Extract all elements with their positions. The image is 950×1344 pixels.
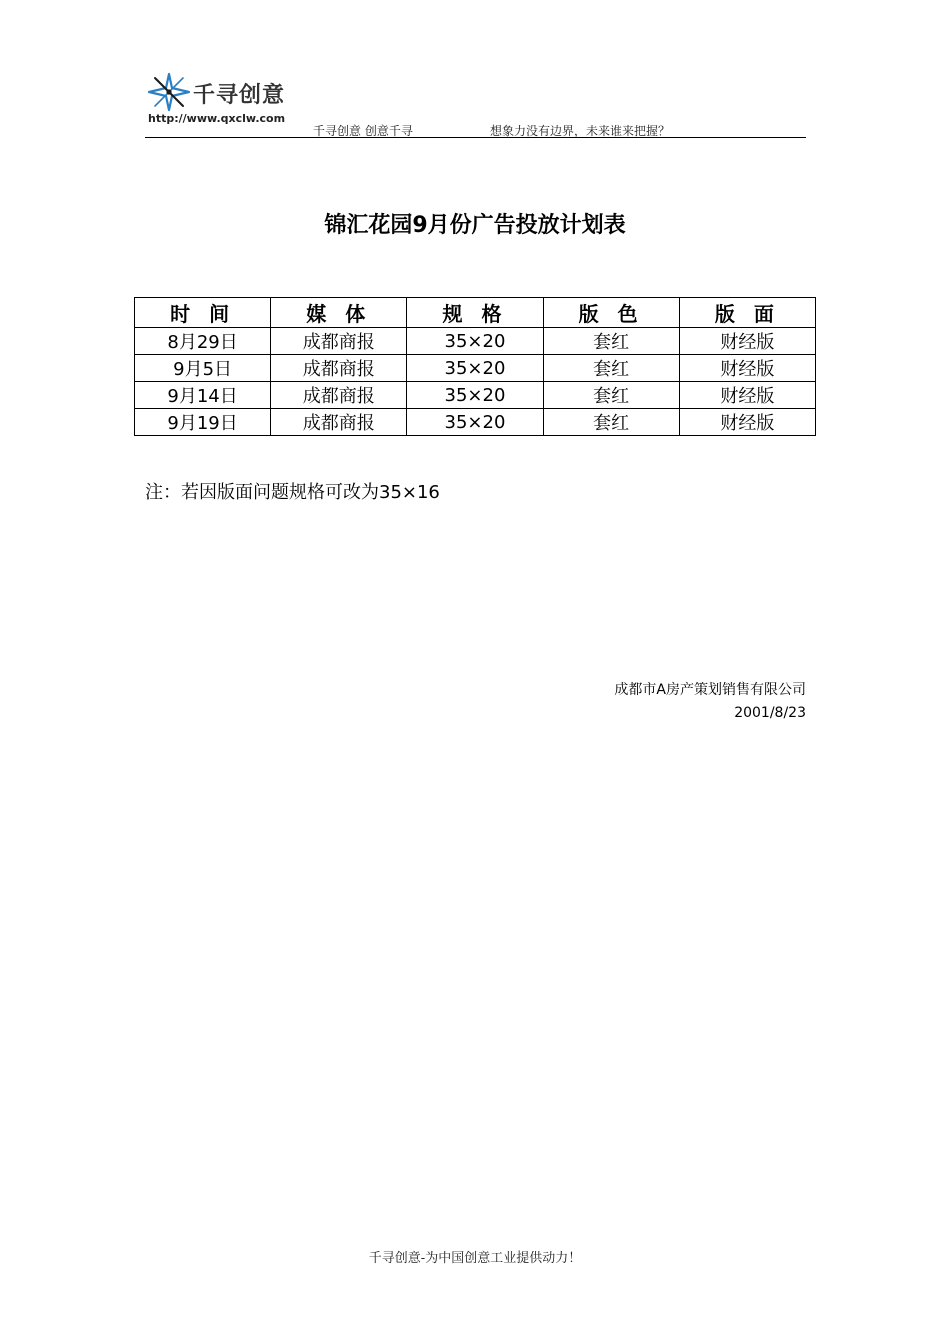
column-header-color: 版 色 — [543, 298, 679, 328]
table-header-row — [135, 298, 816, 328]
cell-size: 35×20 — [407, 409, 543, 436]
header-slogan-left: 千寻创意 创意千寻 — [313, 124, 413, 138]
table-note: 注：若因版面问题规格可改为35×16 — [145, 482, 440, 503]
cell-section: 财经版 — [679, 355, 815, 382]
column-header-size: 规 格 — [407, 298, 543, 328]
header-slogan-right: 想象力没有边界，未来谁来把握？ — [490, 124, 671, 138]
table-row — [135, 409, 816, 436]
column-header-section: 版 面 — [679, 298, 815, 328]
cell-time: 8月29日 — [135, 328, 271, 355]
star-logo-icon — [147, 72, 191, 112]
cell-time: 9月19日 — [135, 409, 271, 436]
cell-color: 套红 — [543, 382, 679, 409]
cell-size: 35×20 — [407, 382, 543, 409]
cell-media: 成都商报 — [271, 328, 407, 355]
cell-time: 9月5日 — [135, 355, 271, 382]
logo-url[interactable]: http://www.qxclw.com — [148, 112, 286, 125]
cell-color: 套红 — [543, 409, 679, 436]
cell-section: 财经版 — [679, 382, 815, 409]
cell-size: 35×20 — [407, 355, 543, 382]
cell-section: 财经版 — [679, 328, 815, 355]
cell-media: 成都商报 — [271, 409, 407, 436]
cell-color: 套红 — [543, 328, 679, 355]
signature-company: 成都市A房产策划销售有限公司 — [614, 682, 806, 698]
ad-plan-table — [134, 297, 816, 436]
table-row — [135, 355, 816, 382]
page-footer: 千寻创意-为中国创意工业提供动力！ — [368, 1251, 582, 1266]
table-row — [135, 328, 816, 355]
cell-media: 成都商报 — [271, 355, 407, 382]
document-title: 锦汇花园9月份广告投放计划表 — [324, 213, 626, 238]
table-row — [135, 382, 816, 409]
cell-section: 财经版 — [679, 409, 815, 436]
column-header-media: 媒 体 — [271, 298, 407, 328]
cell-color: 套红 — [543, 355, 679, 382]
column-header-time: 时 间 — [135, 298, 271, 328]
logo-name: 千寻创意 — [193, 82, 286, 108]
cell-time: 9月14日 — [135, 382, 271, 409]
cell-media: 成都商报 — [271, 382, 407, 409]
header-divider — [145, 137, 806, 138]
cell-size: 35×20 — [407, 328, 543, 355]
signature-date: 2001/8/23 — [734, 705, 806, 721]
page-header — [145, 70, 806, 138]
